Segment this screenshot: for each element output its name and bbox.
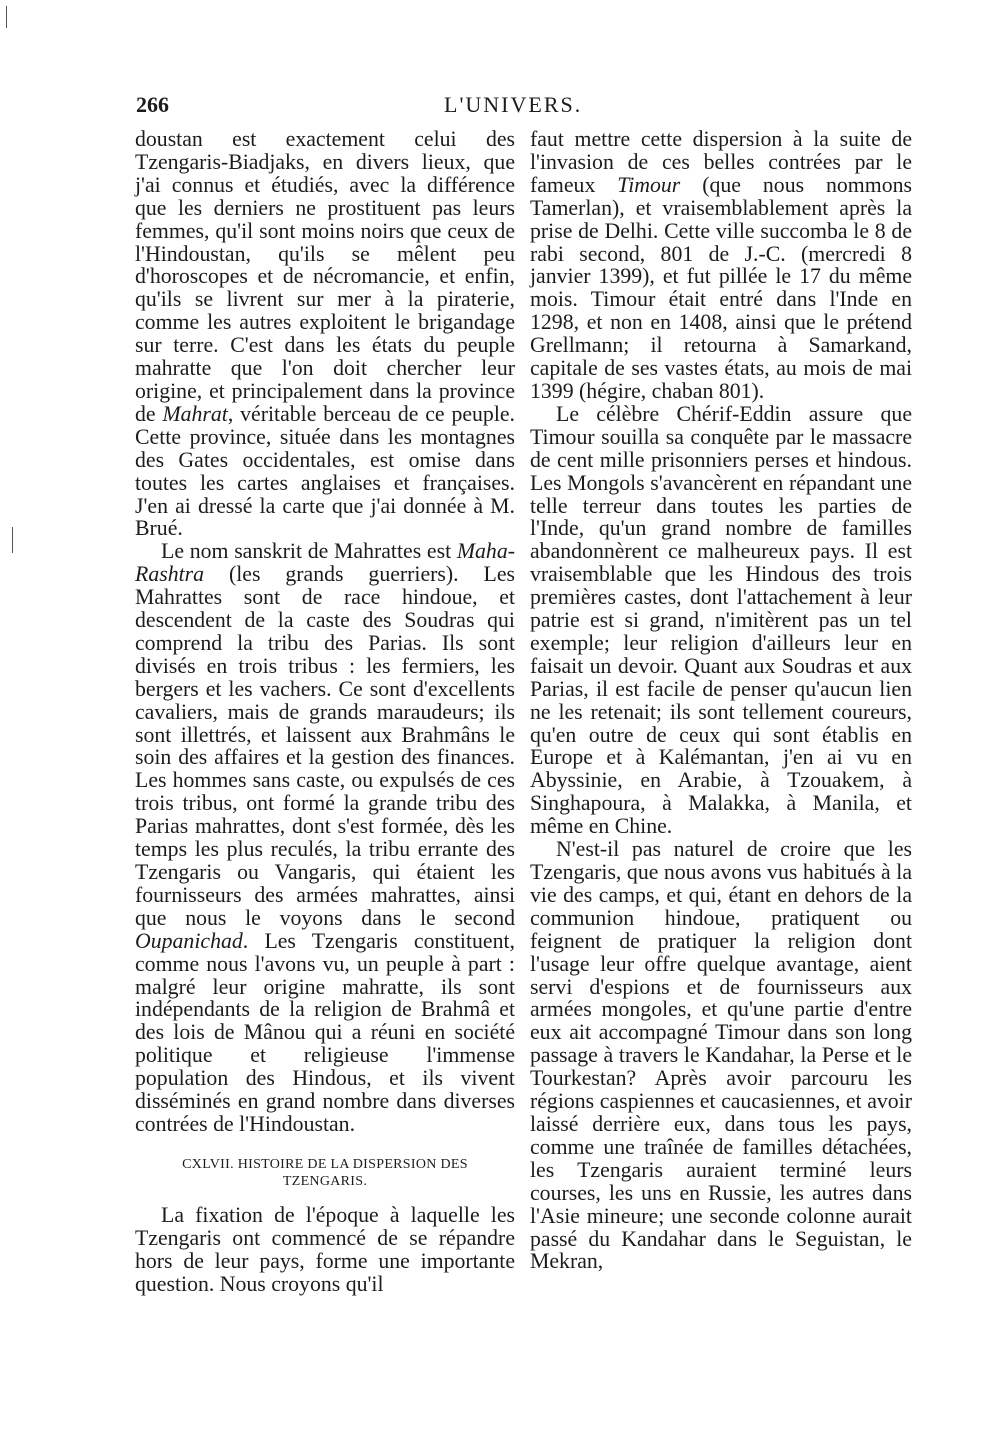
left-paragraph-3: La fixation de l'époque à laquelle les Tzengaris ont commencé de se répandre hors de leur pays, forme une importante question. Nous croyons qu'il <box>135 1202 515 1296</box>
left-paragraph-2 <box>135 540 515 1136</box>
left-p2-italic-2: Oupanichad <box>135 928 243 953</box>
left-paragraph-1 <box>135 128 515 540</box>
left-p2-mid: (les grands guerriers). Les Mahrattes sont de race hindoue, et descendent de la caste des Soudras qui comprend la tribu des Parias. Ils sont divisés en trois tribus : les fermiers, les bergers et les vachers. Ce sont d'excellents cavaliers, mais de grands maraudeurs; ils sont illettrés, et laissent aux Brahmâns le soin des affaires et la gestion des finances. Les hommes sans caste, ou expulsés de ces trois tribus, ont formé la grande tribu des Parias mahrattes, dont s'est formée, dès les temps les plus reculés, la tribu errante des Tzengaris ou Vangaris, qui étaient les fournisseurs des armées mahrattes, ainsi que nous le voyons dans le second <box>135 562 515 930</box>
right-paragraph-3: N'est-il pas naturel de croire que les Tzengaris, que nous avons vus habitués à la vie des camps, et qui, étant en dehors de la communion hindoue, pratiquent ou feignent de pratiquer la religion dont l'usage leur offre quelque avantage, aient servi d'espions et de fournisseurs aux armées mongoles, et qu'une partie d'entre eux ait accompagné Timour dans son long passage à travers le Kandahar, la Perse et le Tourkestan? Après avoir parcouru les régions caspiennes et caucasiennes, et avoir laissé derrière eux, dans tous les pays, comme une traînée de familles détachées, les Tzengaris auraient terminé leurs courses, les uns en Russie, les autres dans l'Asie mineure; une seconde colonne aurait passé du Kandahar dans le Seguistan, le Mekran, <box>530 837 912 1274</box>
scan-edge-mark-top <box>6 6 7 28</box>
right-paragraph-2: Le célèbre Chérif-Eddin assure que Timour souilla sa conquête par le massacre de cent mille prisonniers perses et hindous. Les Mongols s'avancèrent en répandant une telle terreur dans toutes les parties de l'Inde, qu'un grand nombre de familles abandonnèrent ce malheureux pays. Il est vraisemblable que les Hindous des trois premières castes, dont l'attachement à leur patrie est si grand, n'imitèrent pas un tel exemple; leur religion d'ailleurs leur en faisait un devoir. Quant aux Soudras et aux Parias, il est facile de penser qu'aucun lien ne les retenait; ils sont tellement coureurs, qu'en outre de ceux qui sont établis en Europe et à Kalémantan, j'en ai vu en Abyssinie, en Arabie, à Tzouakem, à Singhapoura, à Malakka, à Manila, et même en Chine. <box>530 401 912 839</box>
left-p1-end: , véritable berceau de ce peuple. Cette province, située dans les montagnes des Gates occidentales, est omise dans toutes les cartes anglaises et françaises. J'en ai dressé la carte que j'ai donnée à M. Brué. <box>135 401 516 541</box>
section-heading: CXLVII. HISTOIRE DE LA DISPERSION DES TZENGARIS. <box>182 1156 468 1189</box>
left-p2-italic: Maha-Rashtra <box>135 539 515 587</box>
right-paragraph-1 <box>530 128 912 403</box>
right-p1-text: faut mettre cette dispersion à la suite de l'invasion de ces belles contrées par le fameux <box>530 127 912 197</box>
left-p2-text: Le nom sanskrit de Mahrattes est <box>161 539 452 564</box>
left-column <box>135 128 515 1296</box>
left-p2-end: . Les Tzengaris constituent, comme nous l'avons vu, un peuple à part : malgré leur origine mahratte, ils sont indépendants de la religion de Brahmâ et des lois de Mânou qui a réuni en société politique et religieuse l'immense population des Hindous, et ils vivent disséminés en grand nombre dans diverses contrées de l'Hindoustan. <box>135 928 515 1136</box>
scan-edge-mark-middle <box>12 527 13 553</box>
right-column <box>530 128 912 1273</box>
right-p1-italic: Timour <box>617 172 681 197</box>
running-title: L'UNIVERS. <box>444 92 583 117</box>
left-p1-italic: Mahrat <box>162 401 228 426</box>
running-head <box>136 92 908 122</box>
left-p1-text: doustan est exactement celui des Tzengaris-Biadjaks, en divers lieux, que j'ai connus et étudiés, avec la différence que les derniers ne prostituent pas leurs femmes, qu'il sont moins noirs que ceux de l'Hindoustan, qu'ils se mêlent peu d'horoscopes et de nécromancie, et enfin, qu'ils se livrent sur mer à la piraterie, comme les autres exploitent le brigandage sur terre. C'est dans les états du peuple mahratte que l'on doit chercher leur origine, et principalement dans la province de <box>135 127 515 426</box>
right-p1-end: (que nous nommons Tamerlan), et vraisemblablement après la prise de Delhi. Cette ville succomba le 8 de rabi second, 801 de J.-C. (mercredi 8 janvier 1399), et fut pillée le 17 du même mois. Timour était entré dans l'Inde en 1298, et non en 1408, ainsi que le prétend Grellmann; il retourna à Samarkand, capitale de ses vastes états, au mois de mai 1399 (hégire, chaban 801). <box>530 172 912 403</box>
page-number: 266 <box>136 92 169 117</box>
